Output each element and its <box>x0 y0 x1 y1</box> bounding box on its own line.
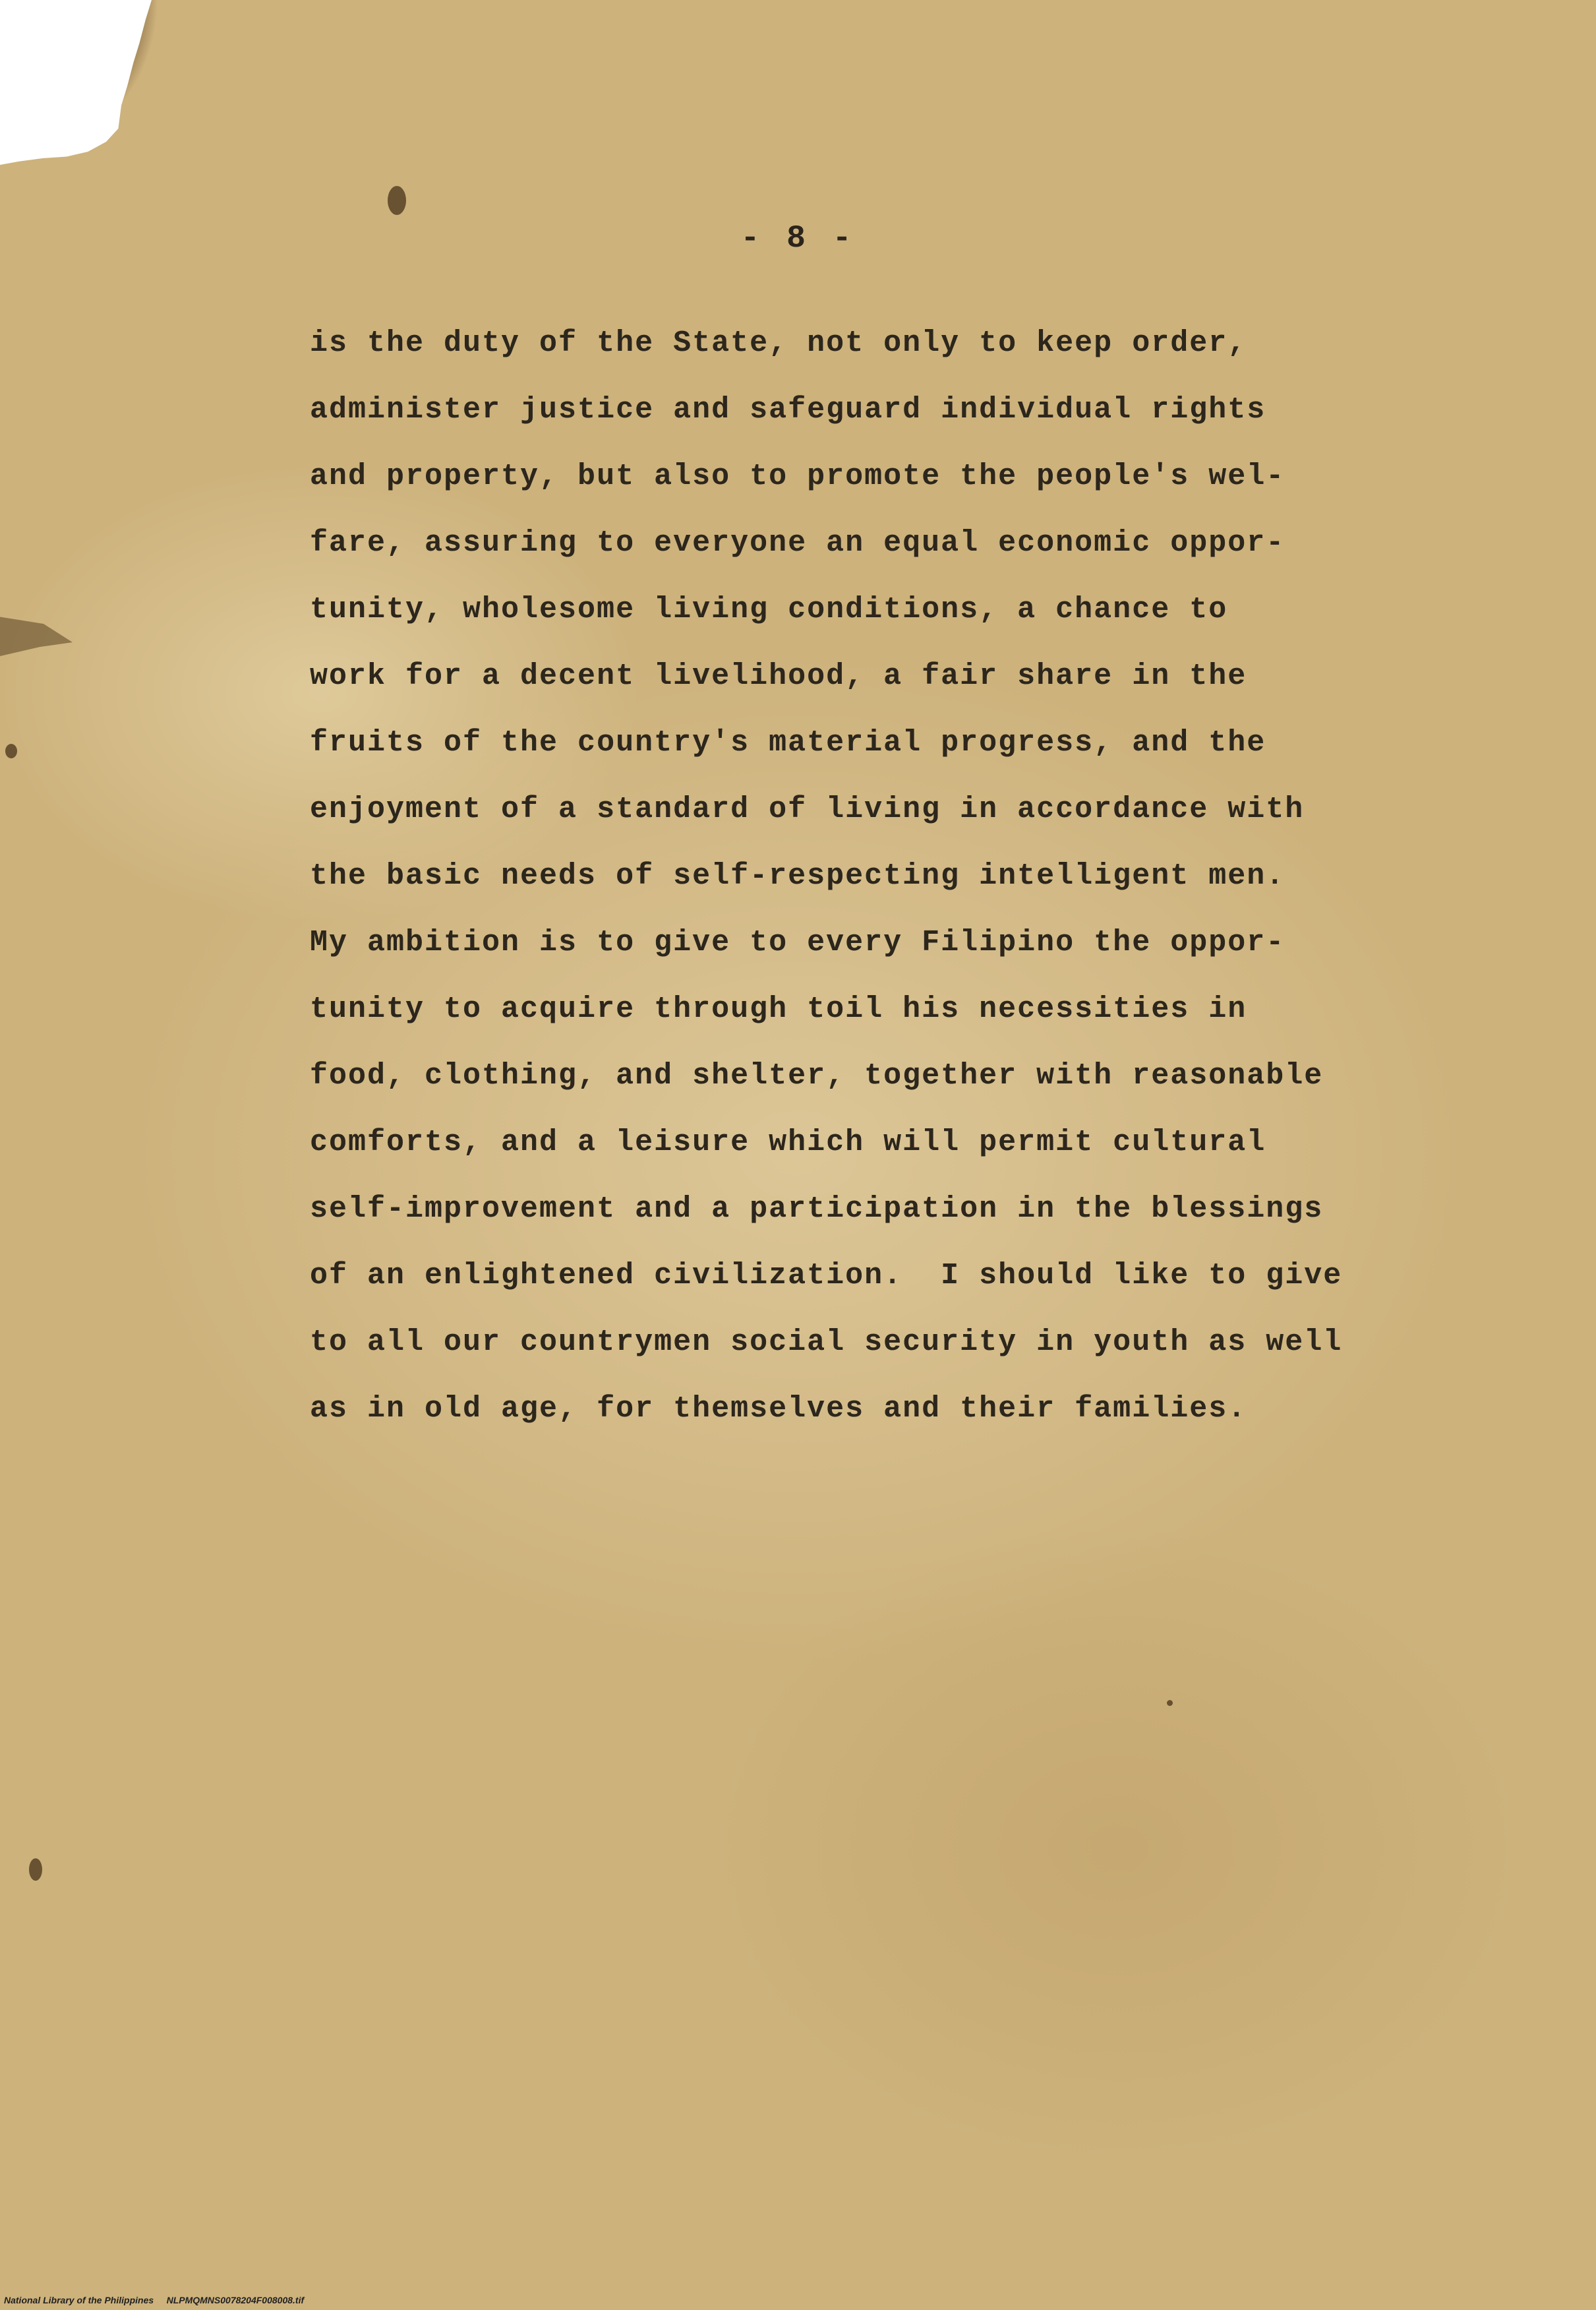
text-line: is the duty of the State, not only to keep order, <box>310 326 1247 360</box>
text-line: food, clothing, and shelter, together with reasonable <box>310 1059 1324 1093</box>
text-line: tunity to acquire through toil his necessities in <box>310 992 1247 1026</box>
text-line: tunity, wholesome living conditions, a chance to <box>310 593 1228 626</box>
text-line: to all our countrymen social security in youth as well <box>310 1325 1343 1359</box>
ink-spot <box>5 744 17 758</box>
text-line: enjoyment of a standard of living in accordance with <box>310 793 1305 826</box>
ink-spot <box>29 1858 42 1881</box>
page-number: - 8 - <box>740 221 856 257</box>
text-line: self-improvement and a participation in the blessings <box>310 1192 1324 1226</box>
text-line: fruits of the country's material progress, and the <box>310 726 1266 760</box>
edge-tear <box>0 610 73 656</box>
body-text <box>310 310 1457 1442</box>
text-line: My ambition is to give to every Filipino the oppor- <box>310 926 1286 959</box>
text-line: the basic needs of self-respecting intelligent men. <box>310 859 1286 893</box>
text-line: of an enlightened civilization. I should like to give <box>310 1259 1343 1292</box>
text-line: comforts, and a leisure which will permit cultural <box>310 1126 1266 1159</box>
text-line: administer justice and safeguard individual rights <box>310 393 1266 427</box>
ink-spot <box>1167 1700 1173 1706</box>
text-line: fare, assuring to everyone an equal economic oppor- <box>310 526 1286 560</box>
ink-spot <box>388 186 406 215</box>
text-line: and property, but also to promote the people's wel- <box>310 460 1286 493</box>
archive-caption: National Library of the Philippines NLPMQMNS0078204F008008.tif <box>4 2295 305 2305</box>
text-line: as in old age, for themselves and their families. <box>310 1392 1247 1426</box>
text-line: work for a decent livelihood, a fair share in the <box>310 659 1247 693</box>
